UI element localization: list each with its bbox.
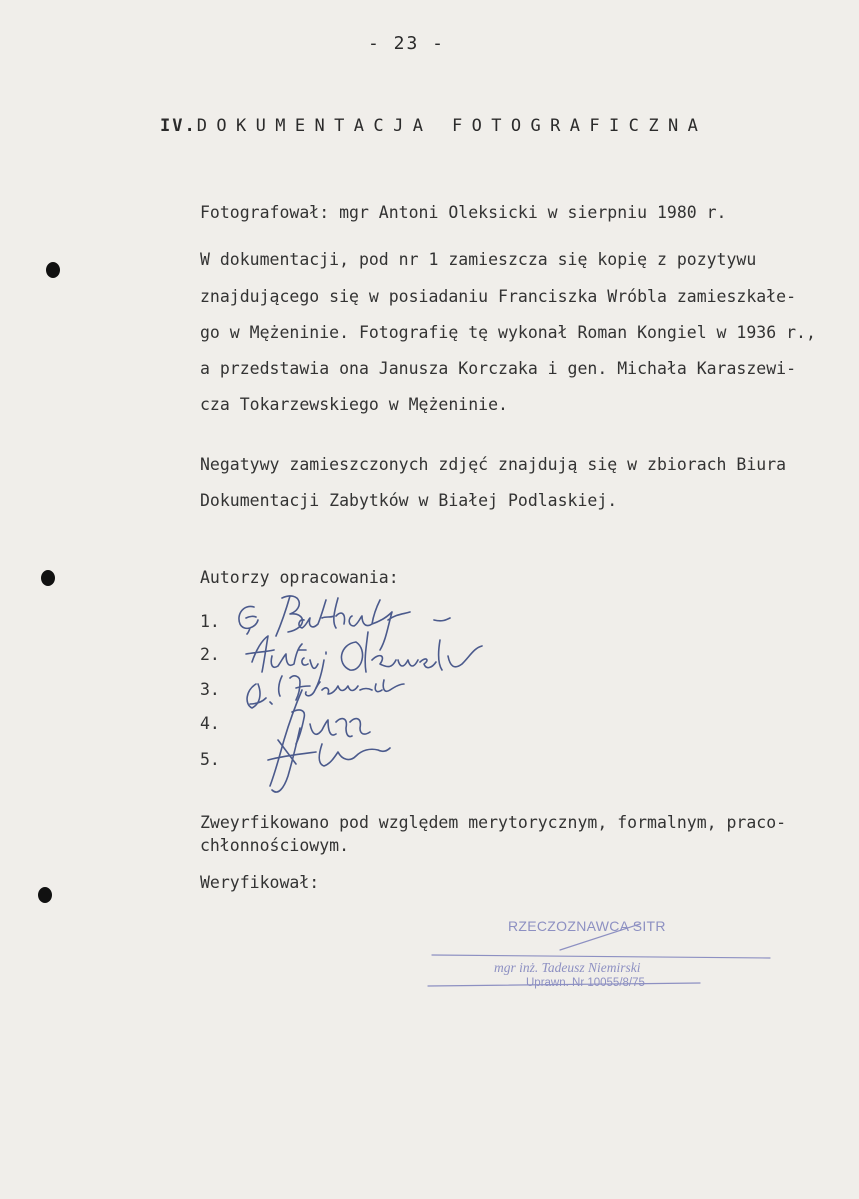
page-number: - 23 - (368, 33, 446, 54)
paragraph1-line: go w Mężeninie. Fotografię tę wykonał Roman Kongiel w 1936 r., (200, 323, 816, 342)
verification-line: chłonnościowym. (200, 836, 350, 855)
stamp-name: mgr inż. Tadeusz Niemirski (494, 960, 641, 975)
stamp-license: Uprawn. Nr 10055/8/75 (526, 977, 645, 989)
paragraph1-line: W dokumentacji, pod nr 1 zamieszcza się kopię z pozytywu (200, 250, 757, 269)
paragraph1-line: cza Tokarzewskiego w Mężeninie. (200, 395, 508, 414)
author-number: 5. (200, 750, 220, 769)
photographer-line: Fotografował: mgr Antoni Oleksicki w sierpniu 1980 r. (200, 203, 727, 222)
stamp-title: RZECZOZNAWCA SITR (508, 918, 666, 934)
author-number: 4. (200, 714, 220, 733)
authors-heading: Autorzy opracowania: (200, 568, 399, 587)
stamp-signature-stroke (560, 924, 640, 950)
paragraph1-line: a przedstawia ona Janusza Korczaka i gen. Michała Karaszewi- (200, 359, 797, 378)
paragraph1-line: znajdującego się w posiadaniu Franciszka Wróbla zamieszkałe- (200, 287, 797, 306)
section-title: DOKUMENTACJA FOTOGRAFICZNA (196, 116, 708, 136)
paragraph2-line: Dokumentacji Zabytków w Białej Podlaskiej. (200, 491, 618, 510)
section-numeral: IV. (160, 116, 197, 136)
verified-by-label: Weryfikował: (200, 873, 320, 892)
stamp-upper-line (432, 955, 770, 958)
verification-line: Zweyrfikowano pod względem merytorycznym, formalnym, praco- (200, 813, 787, 832)
paragraph2-line: Negatywy zamieszczonych zdjęć znajdują się w zbiorach Biura (200, 455, 787, 474)
author-number: 3. (200, 680, 220, 699)
author-number: 2. (200, 645, 220, 664)
author-number: 1. (200, 612, 220, 631)
